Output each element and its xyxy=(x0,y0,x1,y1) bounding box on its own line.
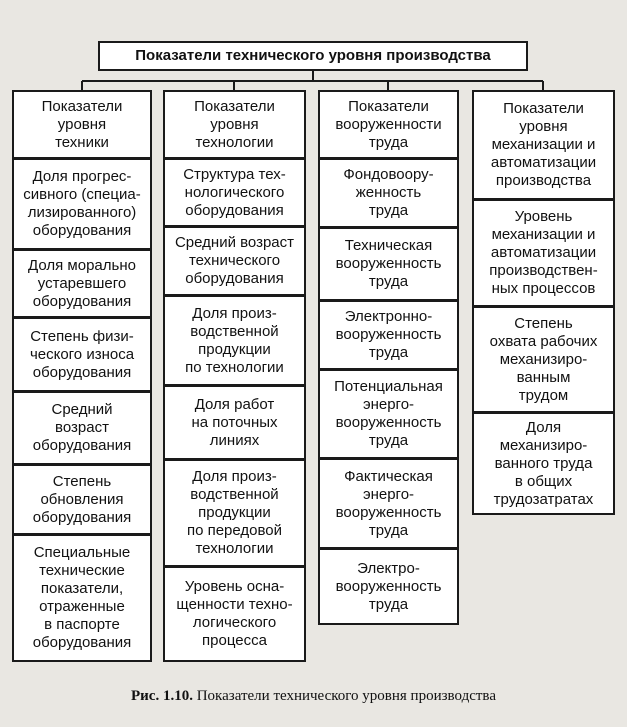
node-technology-1: Структура тех- нологического оборудования xyxy=(165,160,304,225)
node-armament-4: Потенциальная энерго- вооруженность труда xyxy=(320,371,457,457)
node-technique-6: Специальные технические показатели, отраженные в паспорте оборудования xyxy=(14,536,150,660)
node-technology-header: Показатели уровня технологии xyxy=(165,92,304,157)
node-mechanization-3: Доля механизиро- ванного труда в общих трудозатратах xyxy=(474,414,613,513)
node-technology-6: Уровень осна- щенности техно- логического процесса xyxy=(165,568,304,660)
root-node xyxy=(98,41,528,71)
node-technique-2: Доля морально устаревшего оборудования xyxy=(14,251,150,316)
node-armament-5: Фактическая энерго- вооруженность труда xyxy=(320,460,457,547)
node-technique-1: Доля прогрес- сивного (специа- лизированного) оборудования xyxy=(14,160,150,248)
node-mechanization-header: Показатели уровня механизации и автоматизации производства xyxy=(474,92,613,198)
node-armament-1: Фондовоору- женность труда xyxy=(320,160,457,226)
node-technique-4: Средний возраст оборудования xyxy=(14,393,150,463)
node-armament-header: Показатели вооруженности труда xyxy=(320,92,457,157)
node-mechanization-2: Степень охвата рабочих механизиро- ванным трудом xyxy=(474,308,613,411)
node-mechanization-1: Уровень механизации и автоматизации производствен- ных процессов xyxy=(474,201,613,305)
node-technology-5: Доля произ- водственной продукции по передовой технологии xyxy=(165,461,304,565)
node-technology-3: Доля произ- водственной продукции по технологии xyxy=(165,297,304,384)
node-technique-5: Степень обновления оборудования xyxy=(14,466,150,533)
column-technology xyxy=(163,90,306,662)
node-technology-4: Доля работ на поточных линиях xyxy=(165,387,304,458)
node-technology-2: Средний возраст технического оборудования xyxy=(165,228,304,294)
column-armament xyxy=(318,90,459,625)
node-technique-3: Степень физи- ческого износа оборудования xyxy=(14,319,150,390)
figure-caption xyxy=(0,688,627,705)
figure-caption-text: Показатели технического уровня производства xyxy=(196,688,496,704)
node-armament-6: Электро- вооруженность труда xyxy=(320,550,457,623)
column-mechanization xyxy=(472,90,615,515)
node-armament-2: Техническая вооруженность труда xyxy=(320,229,457,299)
column-technique xyxy=(12,90,152,662)
node-technique-header: Показатели уровня техники xyxy=(14,92,150,157)
node-armament-3: Электронно- вооруженность труда xyxy=(320,302,457,368)
figure-label: Рис. 1.10. xyxy=(131,688,193,704)
root-node-label: Показатели технического уровня производства xyxy=(135,47,491,64)
